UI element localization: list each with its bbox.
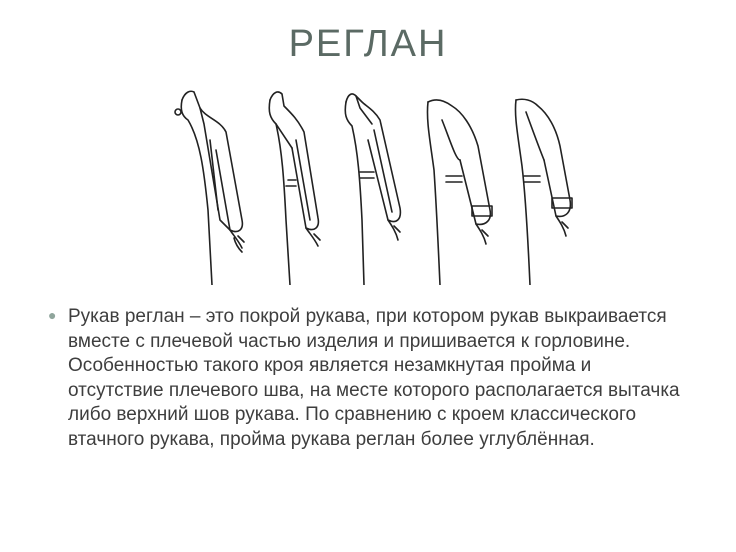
raglan-sleeve-sketches (160, 80, 600, 285)
description-paragraph: Рукав реглан – это покрой рукава, при котором рукав выкраивается вместе с плечевой частью изделия и пришивается к горловине. Особенностью такого кроя является незамкнутая пройма и отсутствие плечевого шва, на месте которого располагается вытачка либо верхний шов рукава. По сравнению с кроем классического втачного рукава, пройма рукава реглан более углублённая. (68, 306, 680, 450)
sleeve-sketch-4 (427, 100, 492, 285)
sleeve-sketch-5 (515, 99, 572, 285)
slide-title: РЕГЛАН (288, 23, 448, 65)
bullet-dot-icon: ● (48, 307, 57, 323)
sleeve-sketch-2 (269, 92, 320, 285)
sleeve-sketch-3 (345, 94, 400, 285)
description-block (48, 305, 688, 452)
sleeve-sketch-1 (175, 91, 244, 285)
